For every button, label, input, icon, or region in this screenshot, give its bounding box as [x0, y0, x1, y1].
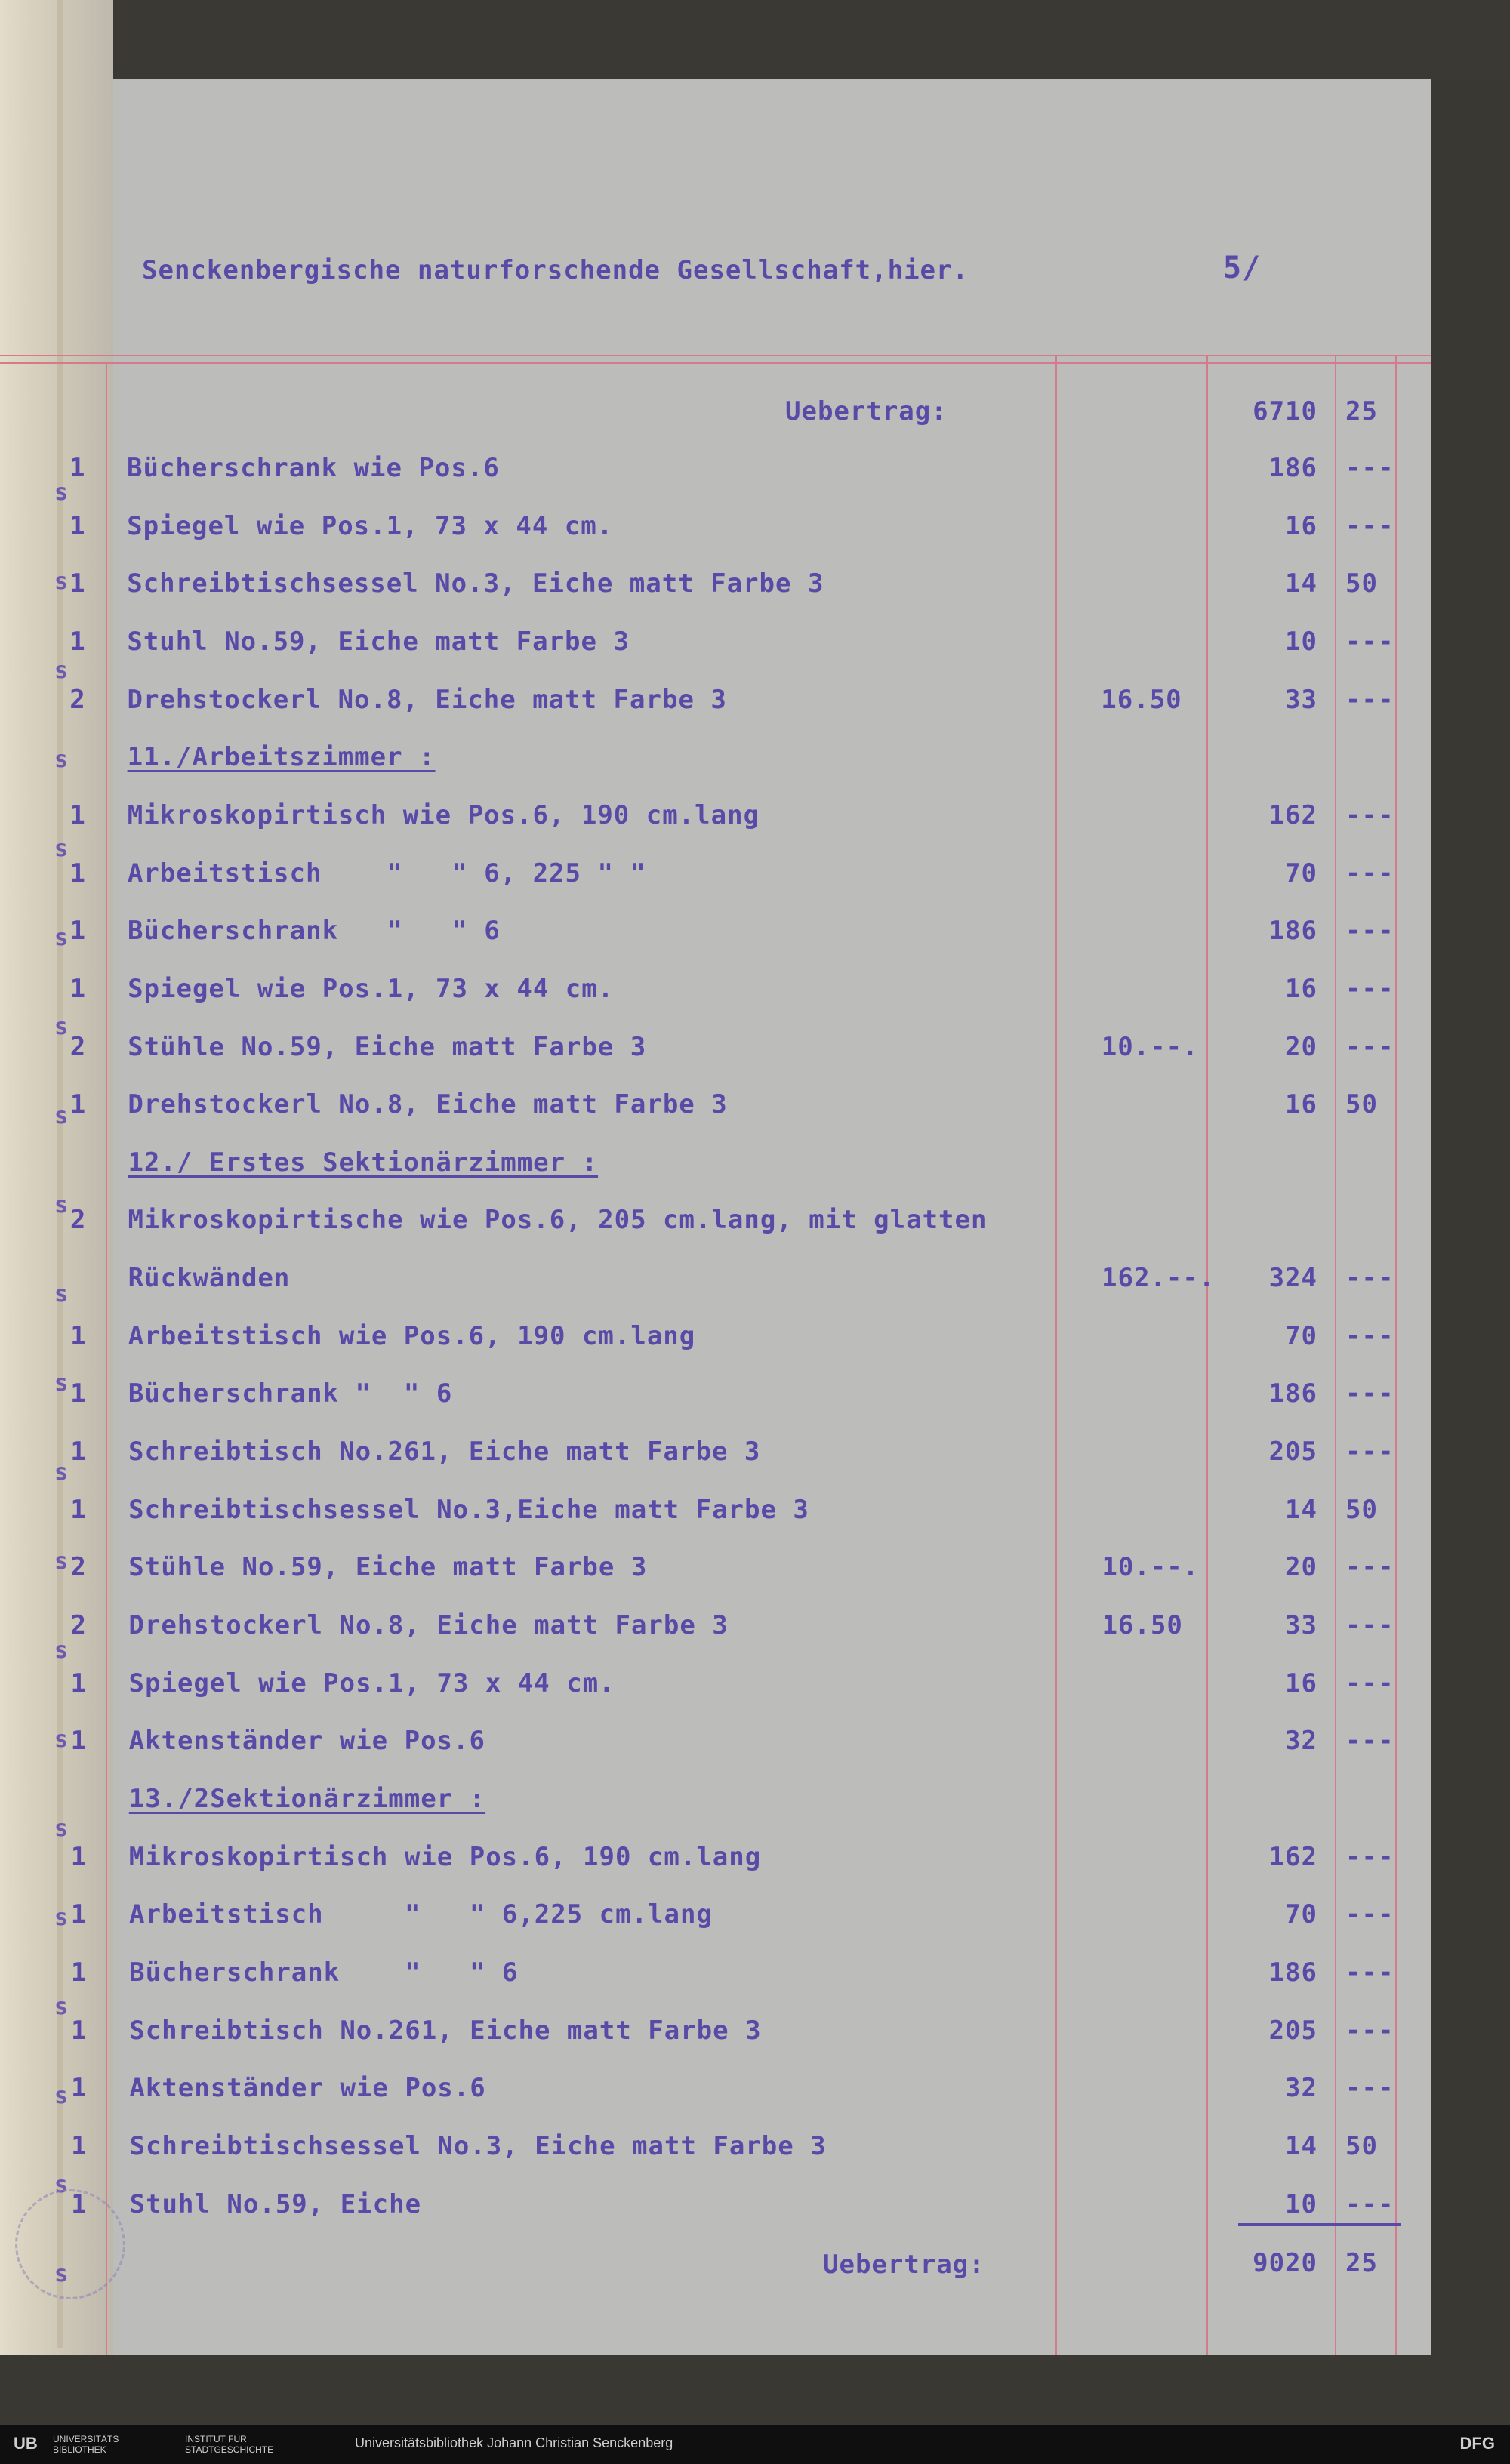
- carry-in-label: Uebertrag:: [785, 396, 948, 427]
- margin-fragment: s: [54, 2261, 69, 2287]
- carry-in-pf: 25: [1345, 396, 1378, 427]
- row-description: Bücherschrank wie Pos.6: [127, 453, 500, 483]
- row-description: Stuhl No.59, Eiche: [129, 2188, 422, 2219]
- row-mark: 20: [1285, 1031, 1317, 1062]
- row-description: Schreibtisch No.261, Eiche matt Farbe 3: [129, 2015, 762, 2046]
- row-pfennig: 50: [1345, 2130, 1378, 2161]
- row-quantity: 1: [70, 1437, 87, 1468]
- row-description: Schreibtischsessel No.3, Eiche matt Farbe 3: [127, 568, 824, 599]
- row-pfennig: ---: [1345, 1841, 1394, 1872]
- row-pfennig: ---: [1345, 916, 1394, 947]
- row-pfennig: ---: [1345, 799, 1394, 830]
- row-mark: 20: [1285, 1552, 1317, 1583]
- row-quantity: 2: [69, 1031, 87, 1062]
- row-pfennig: ---: [1345, 1668, 1394, 1699]
- margin-fragment: s: [54, 836, 69, 862]
- row-mark: 186: [1268, 453, 1317, 483]
- carry-out-label: Uebertrag:: [823, 2250, 985, 2280]
- row-mark: 33: [1285, 684, 1317, 715]
- section-heading: 12./ Erstes Sektionärzimmer :: [128, 1147, 599, 1178]
- row-mark: 14: [1285, 1494, 1317, 1525]
- row-pfennig: ---: [1345, 1320, 1394, 1351]
- row-quantity: 1: [69, 510, 86, 541]
- row-quantity: 1: [69, 626, 86, 657]
- row-description: Stühle No.59, Eiche matt Farbe 3: [128, 1552, 648, 1583]
- margin-fragment: s: [54, 568, 69, 595]
- row-quantity: 1: [70, 1726, 88, 1757]
- row-quantity: 1: [70, 1668, 87, 1699]
- row-quantity: 1: [70, 1378, 87, 1409]
- margin-fragment: s: [54, 2083, 69, 2109]
- row-mark: 16: [1285, 973, 1317, 1004]
- margin-fragment: s: [54, 1637, 69, 1664]
- row-unit-price: 16.50: [1101, 684, 1182, 715]
- margin-fragment: s: [54, 1994, 69, 2020]
- margin-fragment: s: [54, 658, 69, 684]
- row-mark: 16: [1285, 1089, 1317, 1120]
- row-mark: 162: [1268, 1841, 1317, 1872]
- row-mark: 32: [1285, 1726, 1317, 1757]
- margin-fragment: s: [54, 925, 69, 951]
- row-description: Stuhl No.59, Eiche matt Farbe 3: [127, 626, 630, 657]
- row-mark: 70: [1285, 1320, 1317, 1351]
- row-pfennig: ---: [1345, 2188, 1394, 2219]
- row-quantity: 1: [70, 2015, 88, 2046]
- row-description: Bücherschrank " " 6: [129, 1957, 519, 1988]
- row-description: Spiegel wie Pos.1, 73 x 44 cm.: [128, 1668, 615, 1699]
- margin-fragment: s: [54, 1014, 69, 1040]
- row-quantity: 2: [70, 1610, 87, 1640]
- row-mark: 16: [1285, 1668, 1317, 1699]
- row-pfennig: ---: [1345, 1263, 1394, 1294]
- row-mark: 10: [1285, 2188, 1317, 2219]
- row-description: Aktenständer wie Pos.6: [128, 1726, 485, 1757]
- header-rule-bottom: [0, 362, 1431, 364]
- underlying-page-margin: [0, 79, 113, 2355]
- margin-fragment: s: [54, 747, 69, 773]
- row-pfennig: 50: [1345, 1494, 1378, 1525]
- header-rule-top: [0, 355, 1431, 356]
- row-mark: 186: [1268, 1378, 1317, 1409]
- row-quantity: 1: [70, 1841, 88, 1872]
- row-pfennig: ---: [1345, 1031, 1394, 1062]
- margin-fragment: s: [54, 1816, 69, 1842]
- row-mark: 324: [1268, 1263, 1317, 1294]
- row-description: Bücherschrank " " 6: [128, 1378, 453, 1409]
- unit-column-rule-left: [1055, 355, 1057, 2355]
- row-mark: 14: [1285, 2130, 1317, 2161]
- row-pfennig: ---: [1345, 510, 1394, 541]
- row-pfennig: ---: [1345, 1726, 1394, 1757]
- sum-underline: [1238, 2223, 1401, 2226]
- row-quantity: 1: [69, 1089, 87, 1120]
- row-quantity: 2: [69, 684, 86, 715]
- carry-in-mark: 6710: [1253, 396, 1317, 427]
- row-unit-price: 162.--.: [1102, 1263, 1216, 1294]
- footer-bar: [0, 2425, 1510, 2464]
- pf-column-rule: [1395, 355, 1397, 2355]
- row-description: Stühle No.59, Eiche matt Farbe 3: [128, 1031, 647, 1062]
- carry-out-pf: 25: [1345, 2248, 1378, 2278]
- row-pfennig: ---: [1345, 1437, 1394, 1468]
- margin-fragment: s: [54, 1370, 69, 1397]
- row-pfennig: ---: [1345, 1899, 1394, 1930]
- institut-text: INSTITUT FÜR STADTGESCHICHTE: [185, 2434, 274, 2455]
- row-pfennig: ---: [1345, 1378, 1394, 1409]
- row-pfennig: 50: [1345, 1089, 1378, 1120]
- scan-background-top: [113, 0, 1510, 79]
- section-heading: 11./Arbeitszimmer :: [127, 742, 436, 773]
- row-description: Aktenständer wie Pos.6: [129, 2073, 486, 2104]
- row-pfennig: ---: [1345, 1957, 1394, 1988]
- row-pfennig: ---: [1345, 453, 1394, 483]
- row-quantity: 1: [70, 1899, 88, 1930]
- margin-fragment: s: [54, 1459, 69, 1486]
- row-quantity: 1: [69, 453, 86, 483]
- row-description: Arbeitstisch wie Pos.6, 190 cm.lang: [128, 1320, 696, 1351]
- row-quantity: 1: [69, 916, 87, 947]
- mark-column-rule: [1335, 355, 1336, 2355]
- row-pfennig: ---: [1345, 973, 1394, 1004]
- row-pfennig: ---: [1345, 2015, 1394, 2046]
- row-quantity: 1: [69, 973, 87, 1004]
- carry-out-mark: 9020: [1253, 2248, 1317, 2278]
- row-description: Spiegel wie Pos.1, 73 x 44 cm.: [128, 973, 615, 1004]
- row-quantity: 1: [69, 858, 86, 889]
- row-mark: 205: [1268, 2015, 1317, 2046]
- row-pfennig: ---: [1345, 684, 1394, 715]
- margin-fragment: s: [54, 1192, 69, 1218]
- row-description: Mikroskopirtisch wie Pos.6, 190 cm.lang: [128, 1841, 762, 1872]
- margin-fragment: s: [54, 479, 69, 506]
- row-description: Schreibtischsessel No.3, Eiche matt Farbe 3: [129, 2130, 827, 2161]
- margin-fragment: s: [54, 1548, 69, 1575]
- row-pfennig: ---: [1345, 858, 1394, 889]
- row-quantity: 1: [70, 1957, 88, 1988]
- row-description: Mikroskopirtische wie Pos.6, 205 cm.lang, mit glatten: [128, 1205, 988, 1236]
- row-description: Drehstockerl No.8, Eiche matt Farbe 3: [128, 1610, 729, 1640]
- row-mark: 70: [1285, 858, 1317, 889]
- ub-logo: UB: [14, 2434, 38, 2453]
- row-description: Drehstockerl No.8, Eiche matt Farbe 3: [127, 684, 727, 715]
- row-mark: 186: [1268, 1957, 1317, 1988]
- unit-column-rule-right: [1206, 355, 1208, 2355]
- row-quantity: 2: [70, 1552, 87, 1583]
- row-mark: 70: [1285, 1899, 1317, 1930]
- row-mark: 16: [1285, 510, 1317, 541]
- addressee: Senckenbergische naturforschende Gesellschaft,hier.: [142, 255, 969, 285]
- row-quantity: 1: [70, 1320, 87, 1351]
- margin-fragment: s: [54, 1281, 69, 1307]
- margin-fragment: s: [54, 1726, 69, 1753]
- section-heading: 13./2Sektionärzimmer :: [128, 1783, 486, 1814]
- page-number: 5/: [1223, 251, 1262, 285]
- row-description: Arbeitstisch " " 6,225 cm.lang: [129, 1899, 713, 1930]
- margin-fragment: s: [54, 2172, 69, 2198]
- row-mark: 186: [1268, 916, 1317, 947]
- dfg-logo: DFG: [1459, 2434, 1495, 2453]
- row-mark: 32: [1285, 2073, 1317, 2104]
- row-unit-price: 10.--.: [1101, 1031, 1199, 1062]
- row-mark: 205: [1268, 1437, 1317, 1468]
- row-quantity: 2: [69, 1205, 87, 1236]
- library-name: Universitätsbibliothek Johann Christian Senckenberg: [355, 2435, 673, 2450]
- row-mark: 10: [1285, 626, 1317, 657]
- row-pfennig: ---: [1345, 1552, 1394, 1583]
- row-mark: 14: [1285, 568, 1317, 599]
- row-pfennig: 50: [1345, 568, 1378, 599]
- row-description: Drehstockerl No.8, Eiche matt Farbe 3: [128, 1089, 728, 1120]
- row-description: Schreibtisch No.261, Eiche matt Farbe 3: [128, 1437, 761, 1468]
- row-unit-price: 16.50: [1102, 1610, 1183, 1640]
- row-description: Arbeitstisch " " 6, 225 " ": [127, 858, 646, 889]
- row-description: Spiegel wie Pos.1, 73 x 44 cm.: [127, 510, 614, 541]
- library-stamp: [15, 2189, 125, 2299]
- row-quantity: 1: [69, 799, 86, 830]
- row-pfennig: ---: [1345, 2073, 1394, 2104]
- ub-text: UNIVERSITÄTS BIBLIOTHEK: [53, 2434, 119, 2455]
- row-pfennig: ---: [1345, 626, 1394, 657]
- row-quantity: 1: [71, 2130, 88, 2161]
- row-mark: 162: [1268, 799, 1317, 830]
- row-description: Schreibtischsessel No.3,Eiche matt Farbe 3: [128, 1494, 809, 1525]
- row-description: Rückwänden: [128, 1263, 291, 1294]
- row-mark: 33: [1285, 1610, 1317, 1640]
- row-pfennig: ---: [1345, 1610, 1394, 1640]
- row-quantity: 1: [70, 1494, 87, 1525]
- row-description: Bücherschrank " " 6: [127, 916, 501, 947]
- row-quantity: 1: [69, 568, 86, 599]
- row-description: Mikroskopirtisch wie Pos.6, 190 cm.lang: [127, 799, 760, 830]
- margin-fragment: s: [54, 1905, 69, 1931]
- row-unit-price: 10.--.: [1102, 1552, 1200, 1583]
- margin-fragment: s: [54, 1103, 69, 1129]
- row-quantity: 1: [71, 2073, 88, 2104]
- row-quantity: 1: [71, 2188, 88, 2219]
